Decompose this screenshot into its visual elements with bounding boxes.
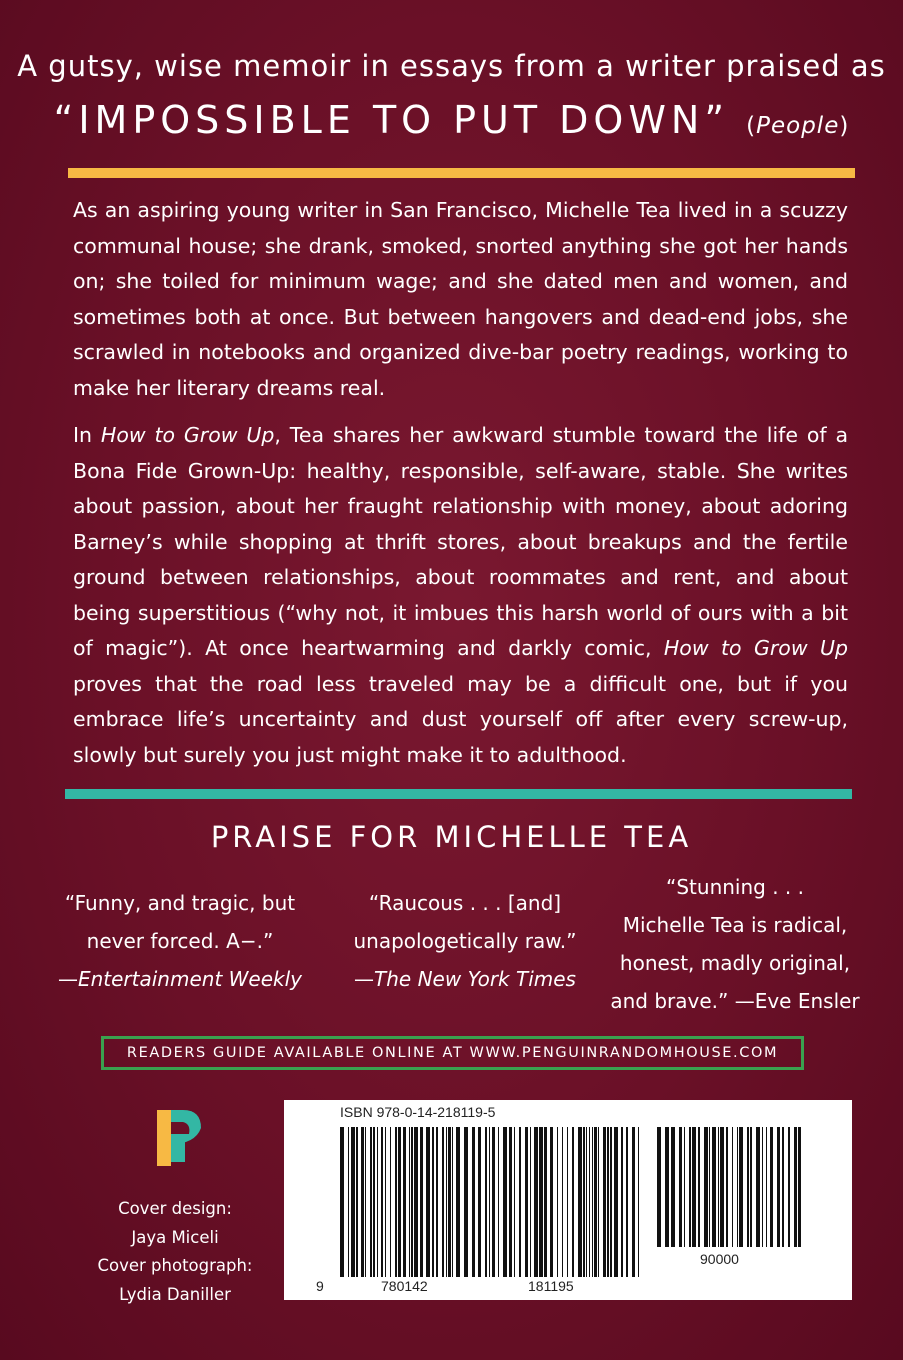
description-paragraph-1: As an aspiring young writer in San Francisco, Michelle Tea lived in a scuzzy communal house; she drank, smoked, snorted anything she got her hands on; she toiled for minimum wage; and she dated men and women, and sometimes both at once. But between hangovers and dead-end jobs, she scrawled in notebooks and organized dive-bar poetry readings, working to make her literary dreams real. bbox=[73, 198, 848, 400]
book-description bbox=[73, 193, 848, 785]
headline-text: “IMPOSSIBLE TO PUT DOWN” bbox=[53, 98, 730, 142]
barcode-digit-first: 9 bbox=[316, 1278, 324, 1294]
yellow-divider bbox=[68, 168, 855, 178]
praise-quote-2: “Raucous . . . [and] unapologetically raw.” —The New York Times bbox=[353, 891, 577, 991]
praise-quote-3: “Stunning . . . Michelle Tea is radical, honest, madly original, and brave.” —Eve Ensler bbox=[610, 875, 860, 1013]
barcode-digit-group-1: 780142 bbox=[381, 1278, 428, 1294]
barcode-addon-digits: 90000 bbox=[700, 1251, 739, 1267]
isbn-label: ISBN 978-0-14-218119-5 bbox=[340, 1104, 496, 1120]
headline-source: (People) bbox=[746, 113, 850, 139]
cover-credits: Cover design: Jaya Miceli Cover photograph: Lydia Daniller bbox=[97, 1199, 253, 1304]
headline-quote bbox=[0, 96, 903, 150]
price-addon-barcode-icon bbox=[657, 1127, 802, 1247]
description-paragraph-2: In How to Grow Up, Tea shares her awkward stumble toward the life of a Bona Fide Grown-Up: healthy, responsible, self-aware, stable. She writes about passion, about her fraught relationship with money, about adoring Barney’s while shopping at thrift stores, about breakups and the fertile ground between relationships, about roommates and rent, and about being superstitious (“why not, it imbues this harsh world of ours with a bit of magic”). At once heartwarming and darkly comic, How to Grow Up proves that the road less traveled may be a difficult one, but if you embrace life’s uncertainty and dust yourself off after every screw-up, slowly but surely you just might make it to adulthood. bbox=[73, 423, 849, 767]
praise-quote-1: “Funny, and tragic, but never forced. A−.” —Entertainment Weekly bbox=[57, 891, 303, 991]
teal-divider bbox=[65, 789, 852, 799]
praise-heading: PRAISE FOR MICHELLE TEA bbox=[210, 820, 693, 854]
penguin-random-house-logo-icon bbox=[155, 1104, 207, 1166]
readers-guide-banner: READERS GUIDE AVAILABLE ONLINE AT WWW.PENGUINRANDOMHOUSE.COM bbox=[101, 1036, 804, 1070]
isbn-barcode-icon bbox=[340, 1127, 640, 1277]
tagline: A gutsy, wise memoir in essays from a writer praised as bbox=[17, 49, 886, 83]
barcode-digit-group-2: 181195 bbox=[528, 1278, 574, 1294]
